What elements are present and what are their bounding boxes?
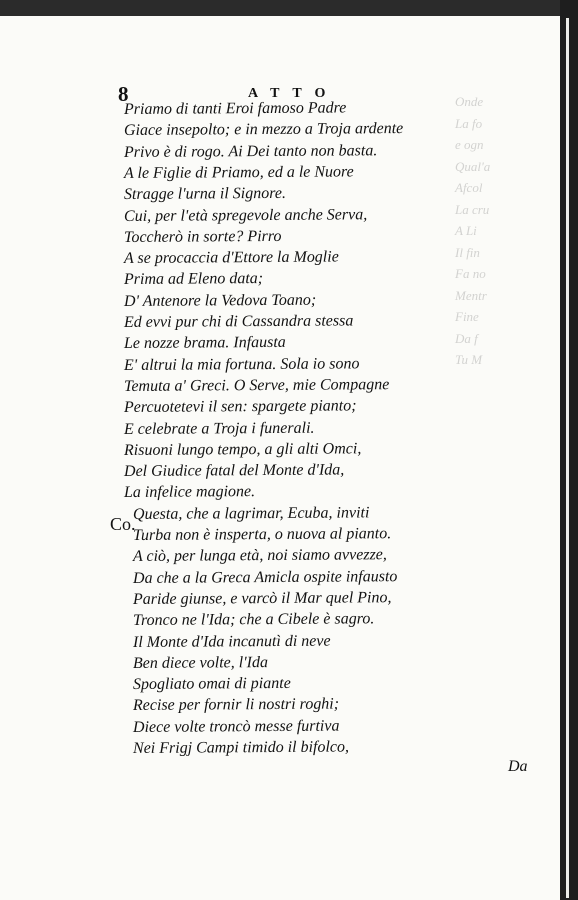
bleed-through-line: Onde xyxy=(455,94,484,109)
verse-line: Cui, per l'età spregevole anche Serva, xyxy=(123,205,368,225)
verse-line: Giace insepolto; e in mezzo a Troja ardente xyxy=(123,120,404,140)
verse-line: Turba non è insperta, o nuova al pianto. xyxy=(132,525,392,544)
running-head: ATTO xyxy=(248,86,339,101)
bleed-through-line: Fa no xyxy=(455,266,486,281)
verse-line: E celebrate a Troja i funerali. xyxy=(123,419,315,438)
bleed-through-line: La cru xyxy=(455,201,490,217)
verse-line: Toccherò in sorte? Pirro xyxy=(123,227,282,246)
bleed-through-line: Fine xyxy=(455,309,479,324)
verse-line: Prima ad Eleno data; xyxy=(123,270,264,289)
verse-line: Spogliato omai di piante xyxy=(132,674,291,694)
page-number: 8 xyxy=(118,82,129,106)
bleed-through-line: A Li xyxy=(455,223,477,238)
verse-line: A se procaccia d'Ettore la Moglie xyxy=(123,248,339,268)
verse-line: Nei Frigj Campi timido il bifolco, xyxy=(132,738,350,757)
verse-line: La infelice magione. xyxy=(123,483,256,502)
verse-line: Priamo di tanti Eroi famoso Padre xyxy=(123,99,347,118)
verse-line: Il Monte d'Ida incanutì di neve xyxy=(132,632,331,651)
verse-line: Percuotetevi il sen: spargete pianto; xyxy=(123,397,357,417)
bleed-through-line: Da f xyxy=(455,330,478,346)
verse-line: Risuoni lungo tempo, a gli alti Omci, xyxy=(123,440,362,459)
bleed-through-text xyxy=(455,91,568,371)
verse-line: Stragge l'urna il Signore. xyxy=(123,185,286,204)
bleed-through-line: Afcol xyxy=(455,180,483,195)
verse-line: Ed evvi pur chi di Cassandra stessa xyxy=(123,312,354,331)
bleed-through-line: Mentr xyxy=(455,287,487,303)
bleed-through-line: Tu M xyxy=(455,352,483,367)
bleed-through-line: Il fin xyxy=(455,244,480,260)
verse-line: Da che a la Greca Amicla ospite infausto xyxy=(132,567,398,587)
page-right-edge xyxy=(560,0,578,900)
verse-line: Questa, che a lagrimar, Ecuba, inviti xyxy=(132,504,370,523)
verse-line: D' Antenore la Vedova Toano; xyxy=(123,291,317,310)
verse-line: Le nozze brama. Infausta xyxy=(123,334,286,353)
book-page xyxy=(0,16,568,900)
verse-line: A le Figlie di Priamo, ed a le Nuore xyxy=(123,163,354,182)
bleed-through-line: e ogn xyxy=(455,137,484,152)
verse-line: Temuta a' Greci. O Serve, mie Compagne xyxy=(123,376,390,395)
verse-line: Privo è di rogo. Ai Dei tanto non basta. xyxy=(123,141,378,161)
verse-line: A ciò, per lunga età, noi siamo avvezze, xyxy=(132,546,387,566)
verse-line: Ben diece volte, l'Ida xyxy=(132,653,268,672)
verse-line: Paride giunse, e varcò il Mar quel Pino, xyxy=(132,589,392,608)
bleed-through-line: Qual'a xyxy=(455,158,491,174)
verse-line: Tronco ne l'Ida; che a Cibele è sagro. xyxy=(132,610,375,630)
verse-line: Diece volte troncò messe furtiva xyxy=(132,717,340,736)
speaker-label: Co. xyxy=(110,514,136,534)
verse-line: Recise per fornir li nostri roghi; xyxy=(132,695,340,715)
page-edge-highlight xyxy=(566,18,569,898)
verse-line: Del Giudice fatal del Monte d'Ida, xyxy=(123,461,345,481)
catchword: Da xyxy=(508,758,528,775)
bleed-through-line: La fo xyxy=(455,115,483,131)
verse-line: E' altrui la mia fortuna. Sola io sono xyxy=(123,354,360,374)
